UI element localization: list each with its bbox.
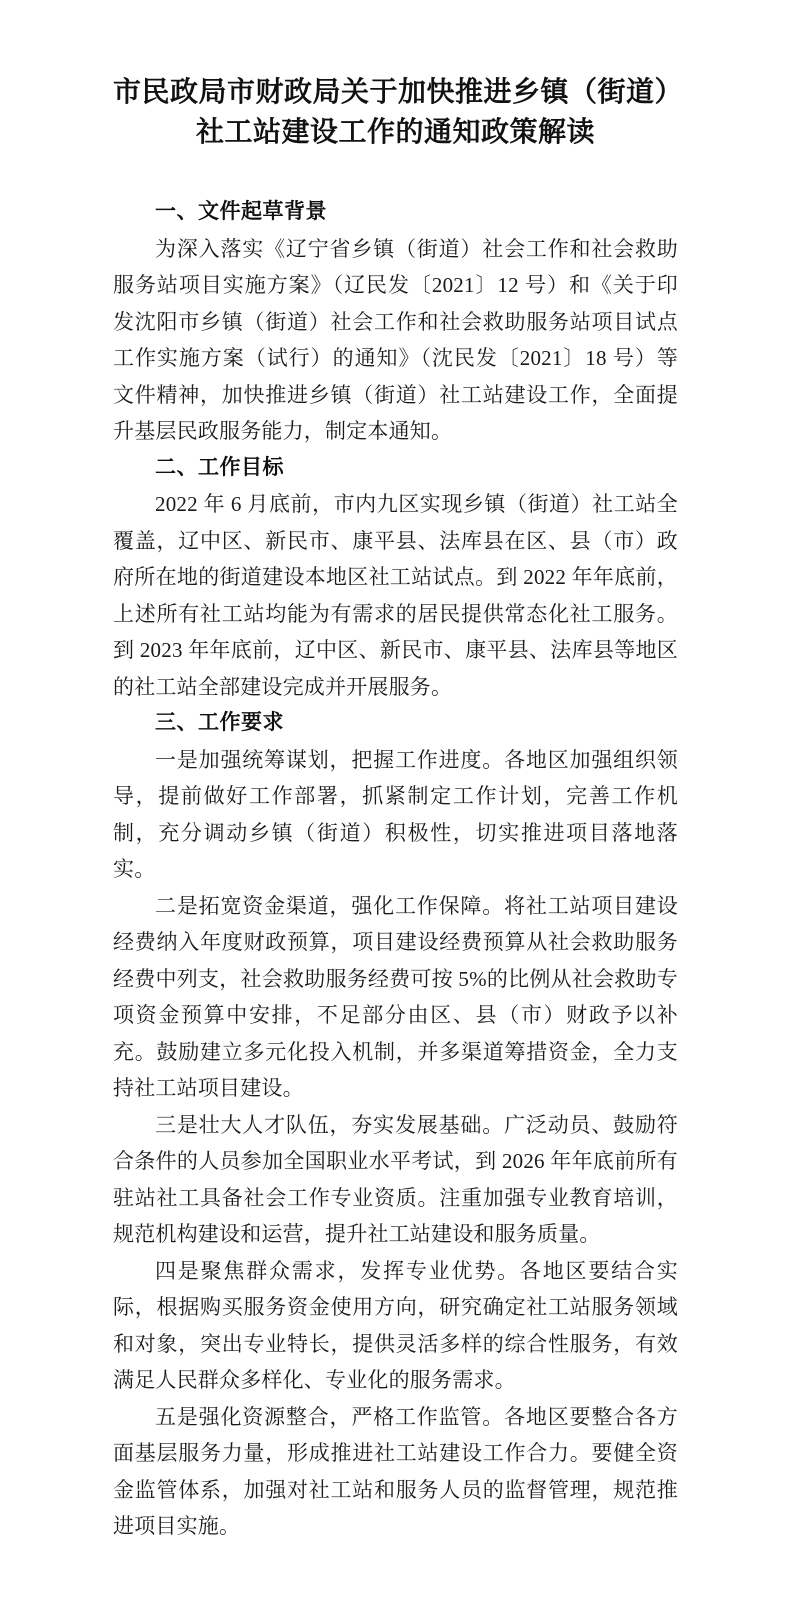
document-body — [113, 194, 678, 1545]
paragraph-goals: 2022 年 6 月底前，市内九区实现乡镇（街道）社工站全覆盖，辽中区、新民市、康平县、法库县在区、县（市）政府所在地的街道建设本地区社工站试点。到 2022 年年底前，上述所有社工站均能为有需求的居民提供常态化社工服务。到 2023 年年底前，辽中区、新民市、康平县、法库县等地区的社工站全部建设完成并开展服务。 — [113, 492, 678, 699]
paragraph-requirement-1: 一是加强统筹谋划，把握工作进度。各地区加强组织领导，提前做好工作部署，抓紧制定工作计划，完善工作机制，充分调动乡镇（街道）积极性，切实推进项目落地落实。 — [113, 747, 678, 881]
document-title-line-1: 市民政局市财政局关于加快推进乡镇（街道） — [113, 77, 684, 108]
paragraph-requirement-4: 四是聚焦群众需求，发挥专业优势。各地区要结合实际，根据购买服务资金使用方向，研究确定社工站服务领域和对象，突出专业特长，提供灵活多样的综合性服务，有效满足人民群众多样化、专业化的服务需求。 — [113, 1258, 678, 1392]
section-heading-background: 一、文件起草背景 — [155, 200, 327, 223]
paragraph-background: 为深入落实《辽宁省乡镇（街道）社会工作和社会救助服务站项目实施方案》（辽民发〔2021〕12 号）和《关于印发沈阳市乡镇（街道）社会工作和社会救助服务站项目试点工作实施方案（试行）的通知》（沈民发〔2021〕18 号）等文件精神，加快推进乡镇（街道）社工站建设工作，全面提升基层民政服务能力，制定本通知。 — [113, 236, 678, 443]
section-heading-requirements: 三、工作要求 — [155, 711, 284, 734]
section-heading-goals: 二、工作目标 — [155, 455, 284, 479]
paragraph-requirement-5: 五是强化资源整合，严格工作监管。各地区要整合各方面基层服务力量，形成推进社工站建设工作合力。要健全资金监管体系，加强对社工站和服务人员的监督管理，规范推进项目实施。 — [113, 1404, 678, 1538]
document-title-line-2: 社工站建设工作的通知政策解读 — [195, 117, 595, 148]
paragraph-requirement-3: 三是壮大人才队伍，夯实发展基础。广泛动员、鼓励符合条件的人员参加全国职业水平考试，到 2026 年年底前所有驻站社工具备社会工作专业资质。注重加强专业教育培训，规范机构建设和运营，提升社工站建设和服务质量。 — [113, 1112, 678, 1246]
document-title — [113, 73, 684, 153]
paragraph-requirement-2: 二是拓宽资金渠道，强化工作保障。将社工站项目建设经费纳入年度财政预算，项目建设经费预算从社会救助服务经费中列支，社会救助服务经费可按 5%的比例从社会救助专项资金预算中安排，不足部分由区、县（市）财政予以补充。鼓励建立多元化投入机制，并多渠道筹措资金，全力支持社工站项目建设。 — [113, 893, 678, 1100]
